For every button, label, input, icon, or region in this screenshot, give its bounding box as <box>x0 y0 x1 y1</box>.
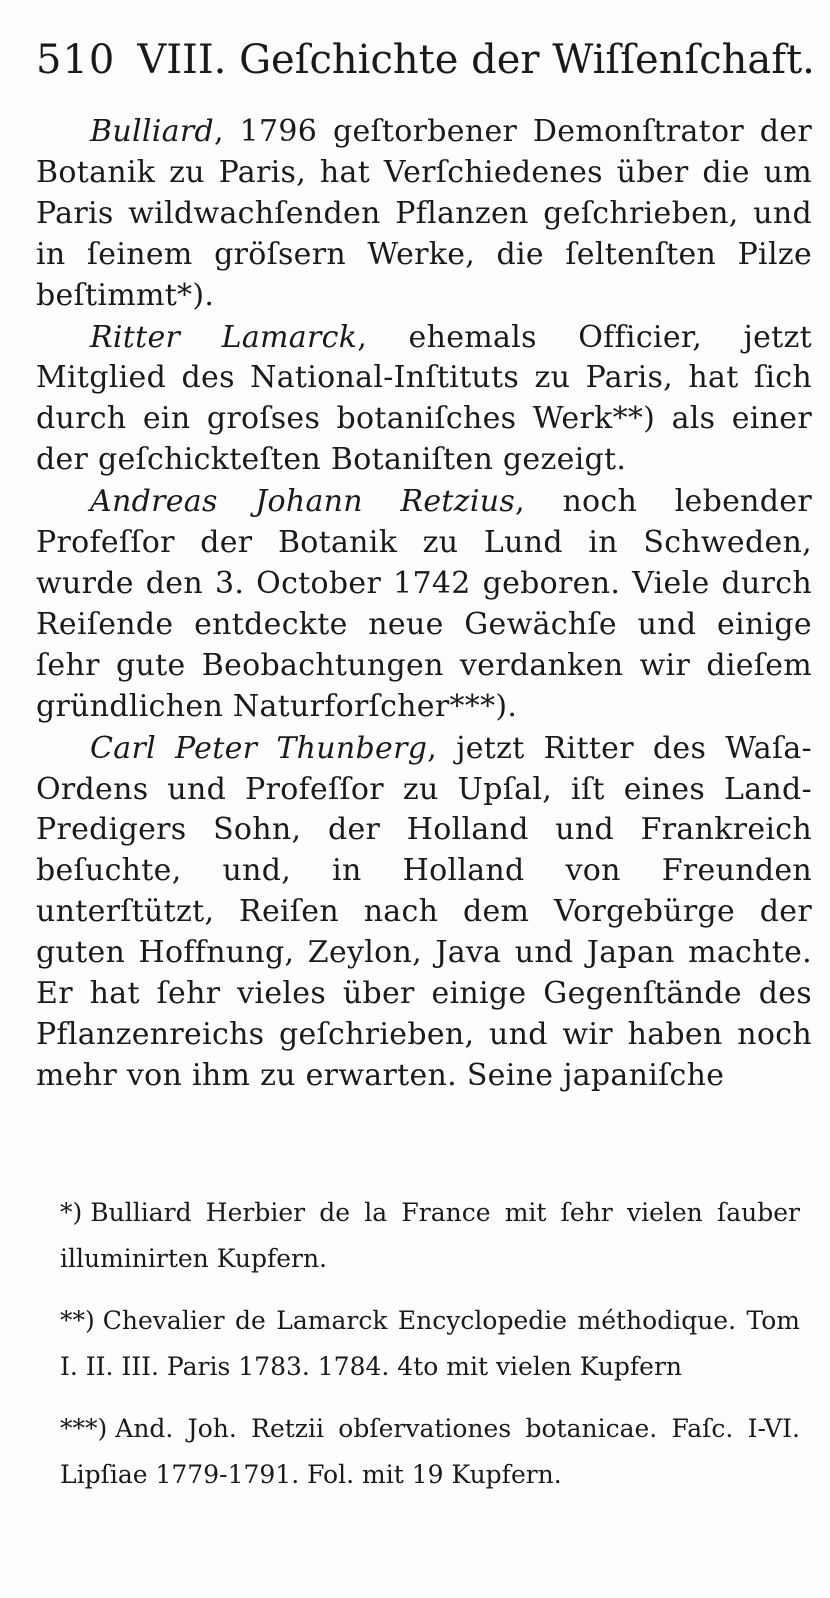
main-text <box>36 112 812 1097</box>
footnote <box>60 1406 800 1498</box>
paragraph-thunberg <box>36 729 812 1097</box>
footnote-text: Chevalier de Lamarck Encyclopedie méthodique. Tom I. II. III. Paris 1783. 1784. 4to mit vielen Kupfern <box>60 1306 800 1381</box>
paragraph-bulliard <box>36 112 812 317</box>
person-name: Bulliard <box>90 114 214 149</box>
footnote-mark: **) <box>60 1306 95 1335</box>
footnote-mark: *) <box>60 1198 83 1227</box>
footnote-mark: ***) <box>60 1414 108 1443</box>
footnote <box>60 1190 800 1282</box>
footnotes <box>60 1190 800 1514</box>
footnote-text: Bulliard Herbier de la France mit ſehr vielen ſauber illuminirten Kupfern. <box>60 1198 800 1273</box>
person-name: Carl Peter Thunberg <box>90 730 428 766</box>
paragraph-text: , jetzt Ritter des Waſa-Ordens und Profeſſor zu Upſal, iſt eines Land-Predigers Sohn, der Holland und Frankreich beſuchte, und, in Holland von Freunden unterſtützt, Reiſen nach dem Vorgebürge der guten Hoffnung, Zeylon, Java und Japan machte. Er hat ſehr vieles über einige Gegenſtände des Pflanzenreichs geſchrieben, und wir haben noch mehr von ihm zu erwarten. Seine japaniſche <box>36 730 812 1093</box>
footnote <box>60 1298 800 1390</box>
paragraph-text: , 1796 geſtorbener Demonſtrator der Botanik zu Paris, hat Verſchiedenes über die um Paris wildwachſenden Pflanzen geſchrieben, und in ſeinem gröſsern Werke, die ſeltenſten Pilze beſtimmt*). <box>36 114 812 313</box>
person-name: Ritter Lamarck <box>90 319 358 355</box>
page-header <box>36 36 815 84</box>
running-title: VIII. Geſchichte der Wiſſenſchaft. <box>137 37 815 83</box>
paragraph-lamarck <box>36 318 812 482</box>
paragraph-retzius <box>36 482 812 727</box>
page-number: 510 <box>36 37 116 83</box>
person-name: Andreas Johann Retzius <box>90 484 516 520</box>
paragraph-text: , noch lebender Profeſſor der Botanik zu Lund in Schweden, wurde den 3. October 1742 geboren. Viele durch Reiſende entdeckte neue Gewächſe und einige ſehr gute Beobachtungen verdanken wir dieſem gründlichen Naturforſcher***). <box>36 484 812 724</box>
paragraph-text: , ehemals Officier, jetzt Mitglied des National-Inſtituts zu Paris, hat ſich durch ein groſses botaniſches Werk**) als einer der geſchickteſten Botaniſten gezeigt. <box>36 319 812 478</box>
footnote-text: And. Joh. Retzii obſervationes botanicae. Faſc. I-VI. Lipſiae 1779-1791. Fol. mit 19 Kupfern. <box>60 1414 800 1489</box>
